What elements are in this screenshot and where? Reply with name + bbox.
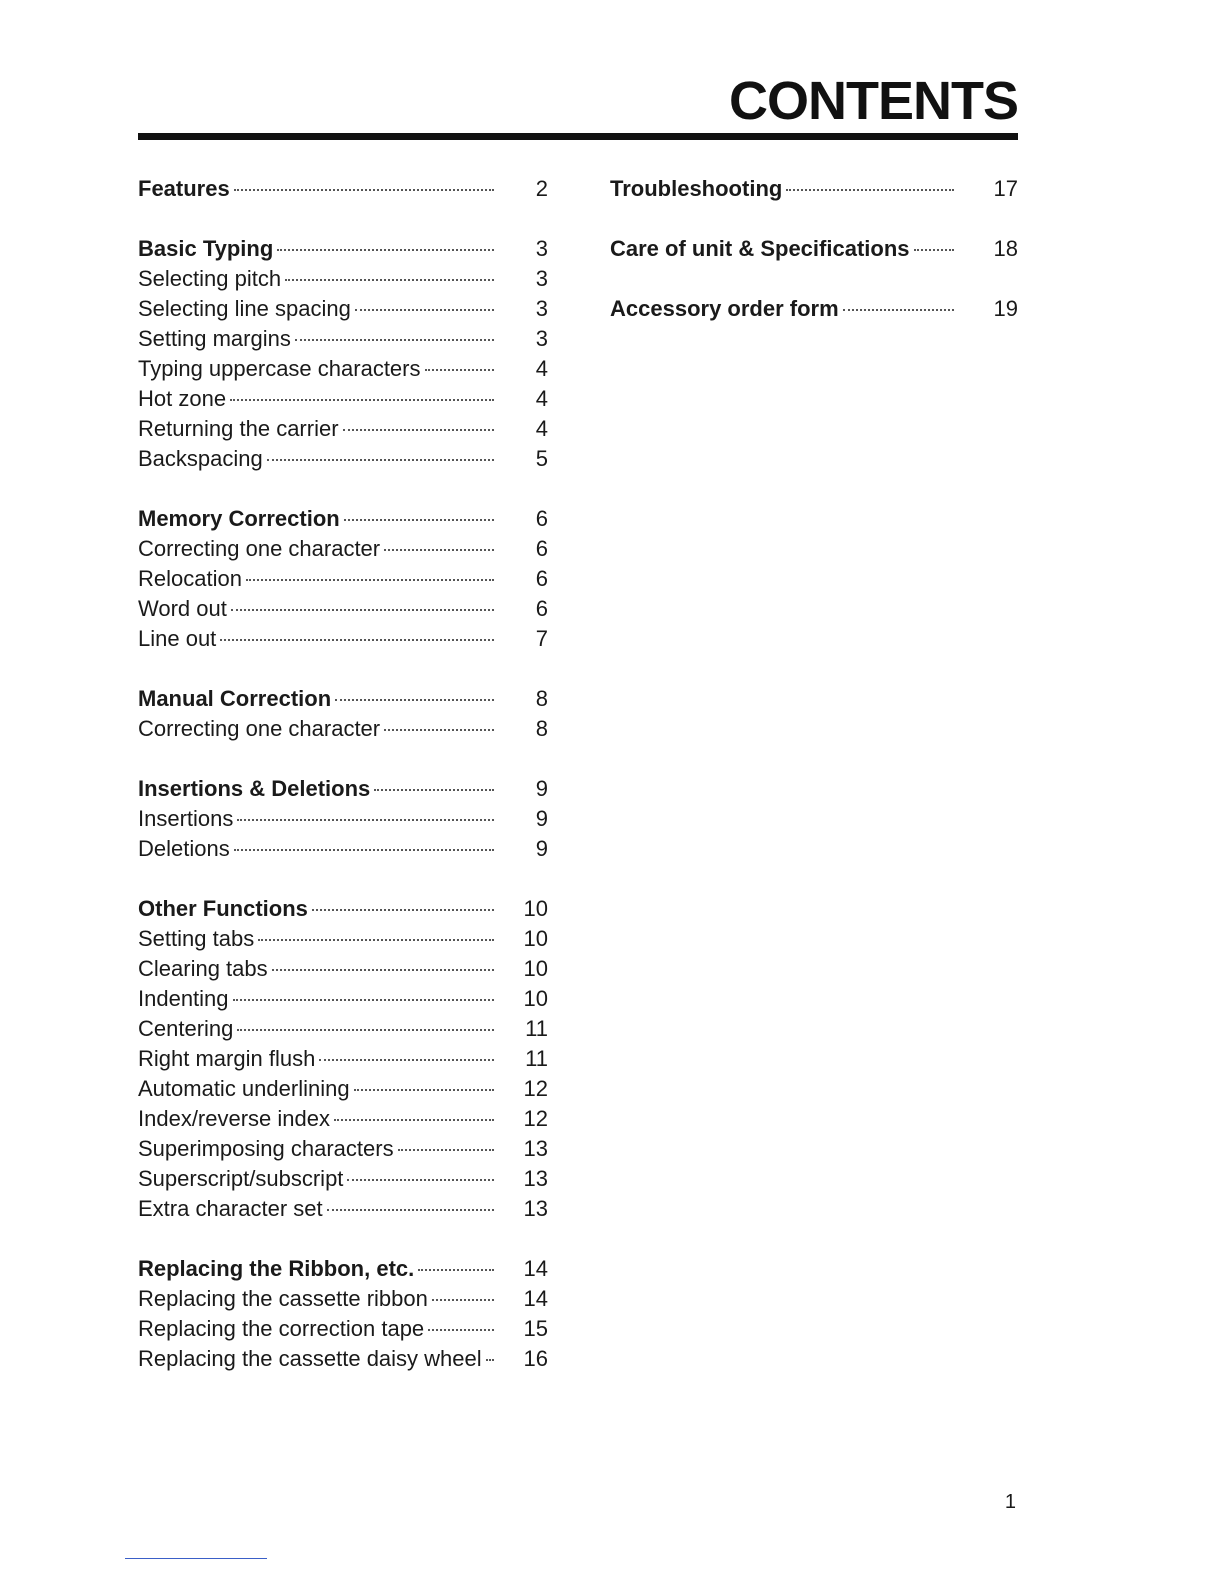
toc-entry[interactable] [138,324,550,354]
dot-leader [234,189,494,191]
page-ref: 13 [523,1166,548,1191]
toc-right-column [610,174,1020,354]
page-ref: 12 [523,1076,548,1101]
page-ref: 18 [993,236,1018,261]
toc-section [138,504,550,654]
toc-section [610,294,1020,324]
toc-entry[interactable] [138,1014,550,1044]
entry-title: Selecting line spacing [138,296,351,321]
dot-leader [246,579,494,581]
dot-leader [418,1269,494,1271]
toc-section [138,684,550,744]
page-ref: 9 [535,776,548,801]
toc-section [610,174,1020,204]
toc-entry[interactable] [138,1344,550,1374]
entry-title: Replacing the cassette ribbon [138,1286,428,1311]
page-ref: 12 [523,1106,548,1131]
toc-entry[interactable] [138,1314,550,1344]
entry-title: Clearing tabs [138,956,268,981]
entry-title: Typing uppercase characters [138,356,421,381]
entry-title: Relocation [138,566,242,591]
page-ref: 17 [993,176,1018,201]
title-rule [138,133,1018,140]
toc-entry[interactable] [138,294,550,324]
toc-section-heading[interactable] [138,774,550,804]
entry-title: Replacing the correction tape [138,1316,425,1341]
entry-title: Superscript/subscript [138,1166,344,1191]
dot-leader [425,369,495,371]
page-ref: 13 [523,1136,548,1161]
dot-leader [233,999,494,1001]
entry-title: Automatic underlining [138,1076,350,1101]
toc-entry[interactable] [138,924,550,954]
page-ref: 6 [535,506,548,531]
toc-entry[interactable] [138,1044,550,1074]
toc-entry[interactable] [138,1284,550,1314]
section-title: Memory Correction [138,506,340,531]
dot-leader [277,249,494,251]
dot-leader [335,699,494,701]
dot-leader [319,1059,494,1061]
toc-section-heading[interactable] [138,1254,550,1284]
page-ref: 4 [535,416,548,441]
page-ref: 2 [535,176,548,201]
page-ref: 14 [523,1286,548,1311]
page-ref: 3 [535,236,548,261]
dot-leader [347,1179,494,1181]
dot-leader [231,609,494,611]
dot-leader [354,1089,494,1091]
section-title: Basic Typing [138,236,274,261]
page-ref: 7 [535,626,548,651]
page-ref: 9 [535,806,548,831]
dot-leader [374,789,494,791]
entry-title: Setting tabs [138,926,255,951]
section-title: Features [138,176,230,201]
page-ref: 6 [535,566,548,591]
dot-leader [258,939,494,941]
dot-leader [237,1029,494,1031]
toc-section [138,1254,550,1374]
section-title: Troubleshooting [610,176,783,201]
entry-title: Insertions [138,806,234,831]
dot-leader [343,429,494,431]
dot-leader [234,849,494,851]
toc-section-heading[interactable] [138,234,550,264]
dot-leader [384,549,494,551]
page-ref: 11 [525,1046,548,1071]
toc-section-heading[interactable] [610,234,1020,264]
toc-entry[interactable] [138,444,550,474]
toc-section-heading[interactable] [138,684,550,714]
toc-entry[interactable] [138,1074,550,1104]
entry-title: Correcting one character [138,716,381,741]
dot-leader [344,519,494,521]
toc-entry[interactable] [138,1104,550,1134]
page-ref: 10 [523,956,548,981]
entry-title: Indenting [138,986,229,1011]
entry-title: Backspacing [138,446,263,471]
toc-section-heading[interactable] [610,294,1020,324]
dot-leader [327,1209,494,1211]
toc-entry[interactable] [138,804,550,834]
page-ref: 10 [523,986,548,1011]
toc-entry[interactable] [138,384,550,414]
footer-blue-line [125,1558,267,1559]
page-ref: 8 [535,686,548,711]
section-title: Insertions & Deletions [138,776,371,801]
dot-leader [843,309,954,311]
toc-entry[interactable] [138,354,550,384]
dot-leader [237,819,494,821]
toc-entry[interactable] [138,414,550,444]
dot-leader [230,399,494,401]
page-title: CONTENTS [729,71,1018,131]
dot-leader [312,909,494,911]
page-ref: 3 [535,326,548,351]
entry-title: Right margin flush [138,1046,316,1071]
entry-title: Superimposing characters [138,1136,394,1161]
section-title: Care of unit & Specifications [610,236,910,261]
section-title: Accessory order form [610,296,839,321]
dot-leader [272,969,494,971]
dot-leader [285,279,494,281]
toc-entry[interactable] [138,564,550,594]
page-ref: 14 [523,1256,548,1281]
dot-leader [428,1329,494,1331]
page-ref: 10 [523,926,548,951]
toc-section [138,174,550,204]
page-ref: 11 [525,1016,548,1041]
page-ref: 6 [535,536,548,561]
entry-title: Replacing the cassette daisy wheel [138,1346,482,1371]
toc-entry[interactable] [138,834,550,864]
page-ref: 3 [535,296,548,321]
page-ref: 4 [535,386,548,411]
section-title: Other Functions [138,896,308,921]
entry-title: Correcting one character [138,536,381,561]
page-ref: 16 [523,1346,548,1371]
entry-title: Index/reverse index [138,1106,330,1131]
entry-title: Extra character set [138,1196,323,1221]
entry-title: Line out [138,626,217,651]
toc-entry[interactable] [138,1134,550,1164]
dot-leader [786,189,954,191]
toc-section-heading[interactable] [138,894,550,924]
section-title: Replacing the Ribbon, etc. [138,1256,415,1281]
dot-leader [267,459,494,461]
page-ref: 9 [535,836,548,861]
page-ref: 10 [523,896,548,921]
dot-leader [398,1149,494,1151]
toc-entry[interactable] [138,984,550,1014]
page-ref: 19 [993,296,1018,321]
page-ref: 6 [535,596,548,621]
page-ref: 3 [535,266,548,291]
dot-leader [334,1119,494,1121]
toc-section [138,774,550,864]
toc-entry[interactable] [138,594,550,624]
page-ref: 15 [523,1316,548,1341]
entry-title: Deletions [138,836,230,861]
entry-title: Returning the carrier [138,416,339,441]
toc-section [138,894,550,1224]
toc-entry[interactable] [138,1194,550,1224]
page-ref: 13 [523,1196,548,1221]
page-number: 1 [1004,1491,1016,1513]
toc-section [610,234,1020,264]
page-ref: 5 [535,446,548,471]
toc-entry[interactable] [138,264,550,294]
dot-leader [355,309,494,311]
dot-leader [432,1299,494,1301]
dot-leader [914,249,955,251]
page-ref: 8 [535,716,548,741]
entry-title: Selecting pitch [138,266,282,291]
dot-leader [220,639,494,641]
toc-entry[interactable] [138,624,550,654]
toc-entry[interactable] [138,534,550,564]
toc-section-heading[interactable] [138,504,550,534]
entry-title: Centering [138,1016,234,1041]
dot-leader [384,729,494,731]
toc-left-column [138,174,550,1404]
entry-title: Setting margins [138,326,291,351]
page-ref: 4 [535,356,548,381]
section-title: Manual Correction [138,686,332,711]
toc-section-heading[interactable] [610,174,1020,204]
toc-entry[interactable] [138,1164,550,1194]
dot-leader [486,1359,494,1361]
toc-section-heading[interactable] [138,174,550,204]
entry-title: Hot zone [138,386,227,411]
toc-entry[interactable] [138,714,550,744]
toc-section [138,234,550,474]
dot-leader [295,339,494,341]
toc-entry[interactable] [138,954,550,984]
entry-title: Word out [138,596,227,621]
